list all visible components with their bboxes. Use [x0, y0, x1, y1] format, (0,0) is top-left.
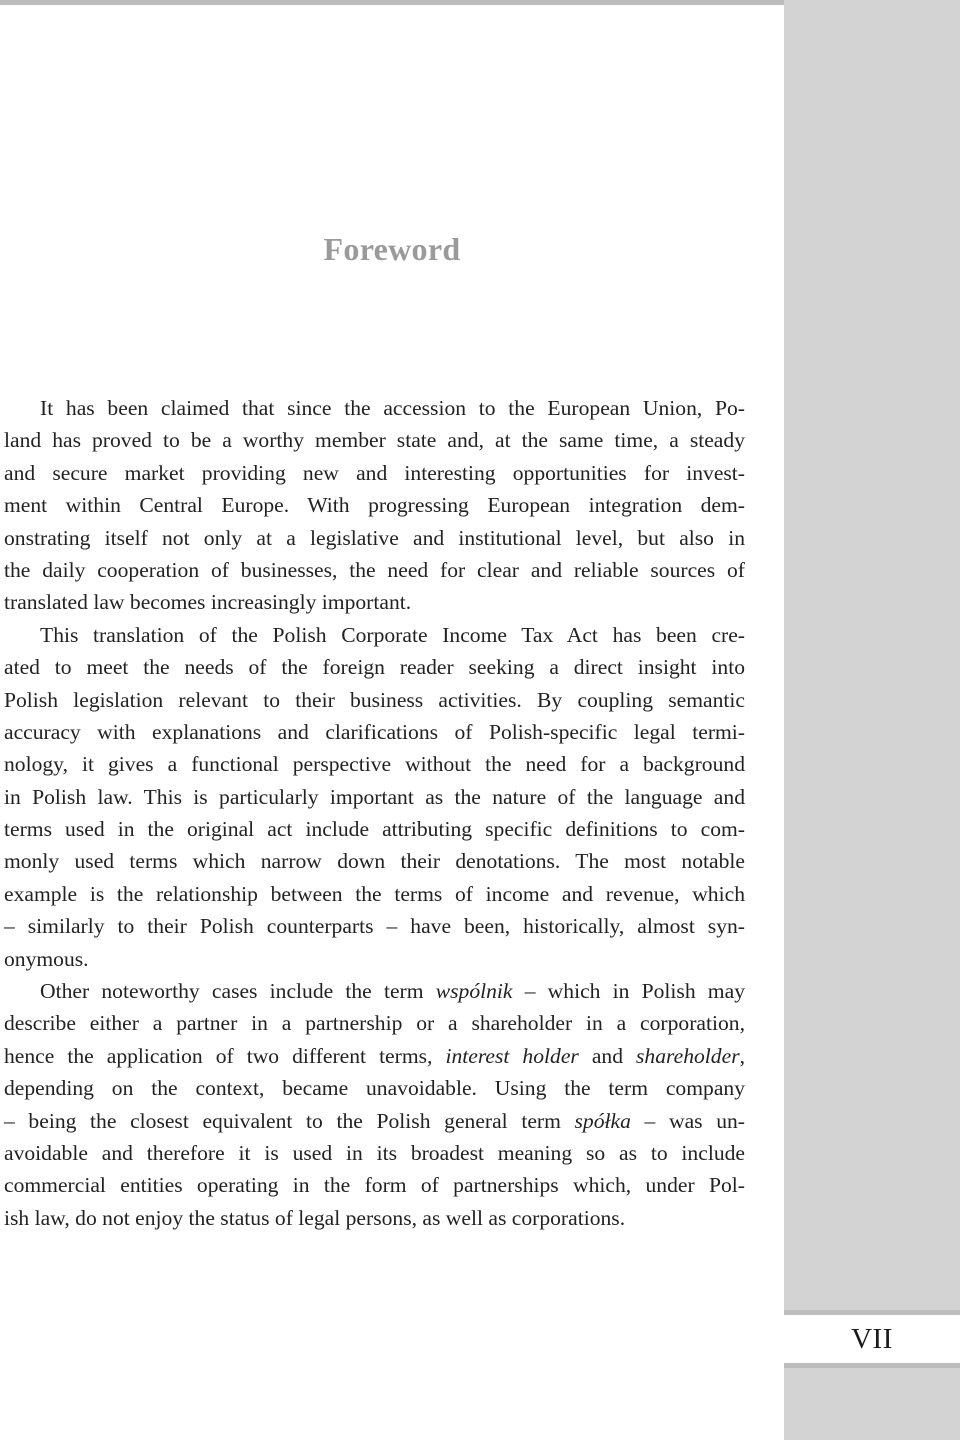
text-line: onymous.	[4, 946, 89, 971]
text-line: It has been claimed that since the accession to the European Union, Po-	[40, 396, 745, 420]
text-line	[4, 975, 745, 1007]
text-line: ment within Central Europe. With progressing European integration dem-	[4, 493, 745, 518]
side-band	[784, 0, 960, 1440]
text-line: This translation of the Polish Corporate Income Tax Act has been cre-	[40, 622, 745, 647]
text-line: terms used in the original act include attributing specific definitions to com-	[4, 817, 745, 842]
page-title: Foreword	[323, 231, 461, 268]
foreword-body	[4, 392, 745, 1234]
text-line: – similarly to their Polish counterparts – have been, historically, almost syn-	[4, 914, 745, 939]
text-line: the daily cooperation of businesses, the need for clear and reliable sources of	[4, 557, 745, 582]
italic-term: interest holder	[445, 1043, 579, 1068]
text-line	[4, 1105, 745, 1137]
text-line: ated to meet the needs of the foreign reader seeking a direct insight into	[4, 655, 745, 680]
text-line: and secure market providing new and interesting opportunities for invest-	[4, 460, 745, 485]
text-span: ,	[739, 1043, 745, 1068]
text-line: nology, it gives a functional perspective without the need for a background	[4, 752, 745, 777]
text-line: accuracy with explanations and clarifications of Polish-specific legal termi-	[4, 719, 745, 744]
page-number: VII	[851, 1323, 893, 1355]
text-span: – being the closest equivalent to the Polish general term	[4, 1108, 575, 1133]
text-line: depending on the context, became unavoidable. Using the term company	[4, 1076, 745, 1101]
italic-term: spółka	[574, 1108, 631, 1133]
text-line: in Polish law. This is particularly important as the nature of the language and	[4, 784, 745, 809]
italic-term: shareholder	[636, 1043, 740, 1068]
text-line: monly used terms which narrow down their denotations. The most notable	[4, 849, 745, 874]
text-line: onstrating itself not only at a legislative and institutional level, but also in	[4, 525, 745, 550]
text-line: commercial entities operating in the form of partnerships which, under Pol-	[4, 1173, 745, 1198]
text-line: translated law becomes increasingly important.	[4, 590, 412, 615]
text-span: – was un-	[630, 1108, 745, 1133]
text-line: describe either a partner in a partnership or a shareholder in a corporation,	[4, 1011, 745, 1036]
text-span: hence the application of two different terms,	[4, 1043, 446, 1068]
text-line: avoidable and therefore it is used in its broadest meaning so as to include	[4, 1140, 745, 1165]
text-span: – which in Polish may	[512, 979, 745, 1004]
text-span: and	[578, 1043, 637, 1068]
text-line	[4, 1040, 745, 1072]
text-span: Other noteworthy cases include the term	[40, 979, 436, 1004]
text-line: example is the relationship between the terms of income and revenue, which	[4, 881, 745, 906]
italic-term: wspólnik	[435, 979, 513, 1004]
text-line: land has proved to be a worthy member state and, at the same time, a steady	[4, 428, 745, 453]
text-line: ish law, do not enjoy the status of legal persons, as well as corporations.	[4, 1205, 626, 1230]
text-line: Polish legislation relevant to their business activities. By coupling semantic	[4, 687, 745, 712]
folio-box	[784, 1310, 960, 1368]
